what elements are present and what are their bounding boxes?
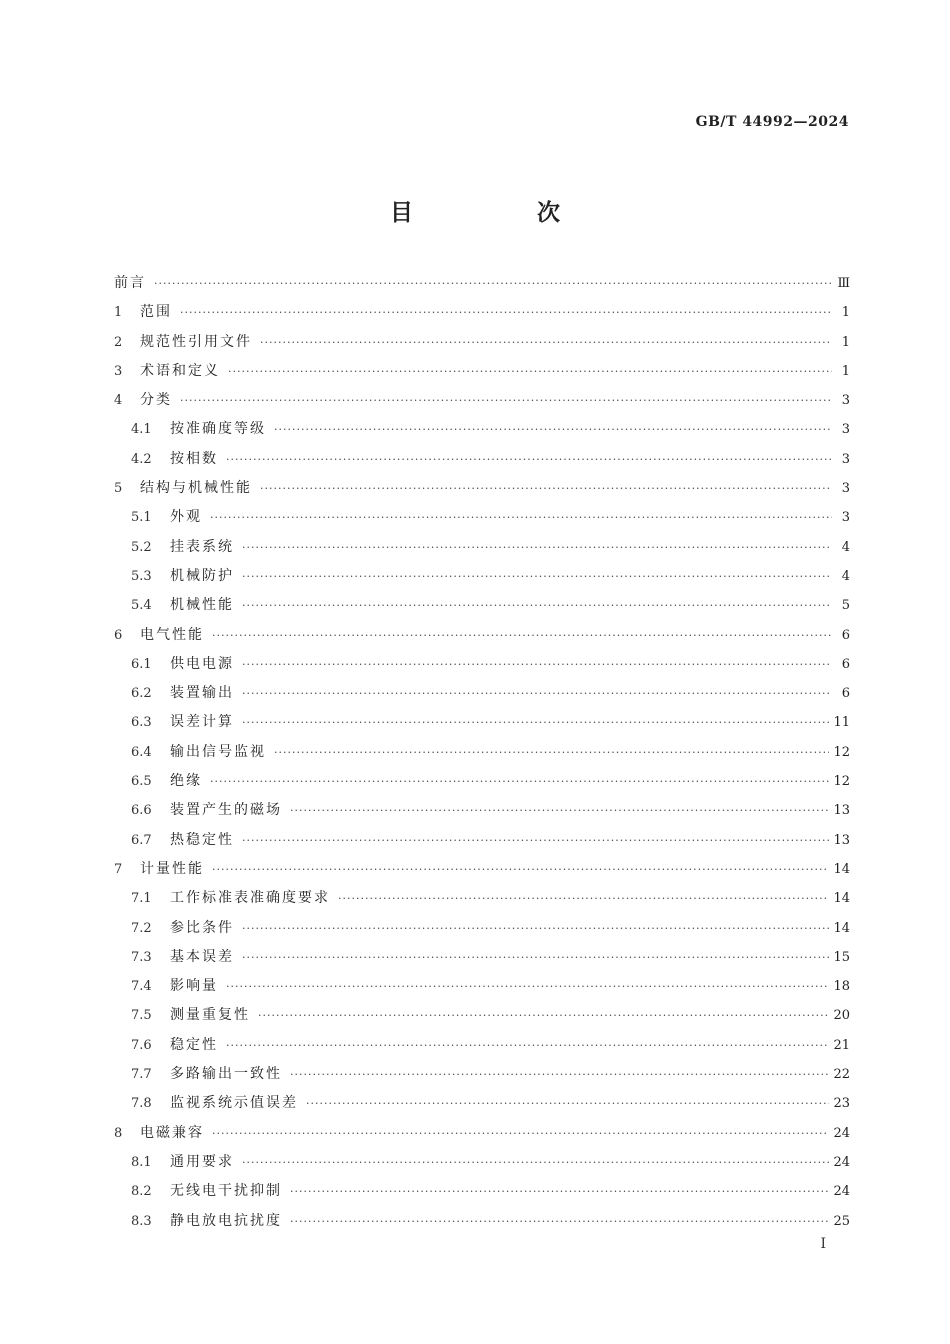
toc-entry-number: 7.7	[131, 1067, 152, 1083]
toc-entry[interactable]	[114, 826, 850, 855]
dot-leader	[260, 474, 832, 503]
toc-entry-page: 24	[833, 1154, 850, 1170]
toc-entry-title: 测量重复性	[170, 1007, 250, 1024]
toc-entry-title: 供电电源	[170, 655, 234, 672]
toc-entry-page: 25	[833, 1213, 850, 1229]
toc-entry-title: 挂表系统	[170, 538, 234, 555]
toc-entry[interactable]	[114, 269, 850, 298]
toc-entry-title: 监视系统示值误差	[170, 1095, 298, 1112]
toc-entry-number: 6.7	[131, 832, 152, 848]
toc-entry[interactable]	[114, 1119, 850, 1148]
toc-entry-title: 影响量	[170, 978, 218, 995]
toc-entry[interactable]	[114, 445, 850, 474]
toc-entry-page: 24	[833, 1184, 850, 1200]
toc-entry-page: 12	[833, 744, 850, 760]
toc-entry-title: 按准确度等级	[170, 421, 266, 438]
toc-entry-page: 3	[841, 393, 850, 409]
toc-entry-page: 12	[833, 774, 850, 790]
dot-leader	[260, 328, 832, 357]
toc-entry[interactable]	[114, 415, 850, 444]
dot-leader	[210, 503, 832, 532]
toc-entry[interactable]	[114, 386, 850, 415]
toc-entry-number: 6	[114, 627, 123, 643]
toc-entry-number: 3	[114, 363, 123, 379]
toc-entry-page: 3	[841, 422, 850, 438]
dot-leader	[226, 972, 829, 1001]
toc-entry-number: 6.6	[131, 803, 152, 819]
toc-entry[interactable]	[114, 298, 850, 327]
footer-page-number: I	[820, 1236, 826, 1252]
toc-entry-number: 8.3	[131, 1213, 152, 1229]
toc-entry-title: 无线电干扰抑制	[170, 1183, 282, 1200]
toc-entry-page: 6	[841, 686, 850, 702]
toc-entry-number: 1	[114, 305, 123, 321]
toc-entry-page: 14	[833, 861, 850, 877]
dot-leader	[242, 708, 829, 737]
toc-entry-number: 5.2	[131, 539, 152, 555]
toc-entry-page: 4	[841, 539, 850, 555]
toc-entry-number: 8	[114, 1125, 123, 1141]
toc-entry-page: 23	[833, 1096, 850, 1112]
toc-entry-number: 7	[114, 861, 123, 877]
toc-entry-number: 6.5	[131, 774, 152, 790]
toc-entry-title: 结构与机械性能	[140, 480, 252, 497]
dot-leader	[180, 386, 832, 415]
toc-entry[interactable]	[114, 650, 850, 679]
toc-entry[interactable]	[114, 533, 850, 562]
toc-entry-page: 11	[833, 715, 850, 731]
page-title: 目 次	[389, 200, 618, 226]
toc-entry[interactable]	[114, 914, 850, 943]
dot-leader	[228, 357, 832, 386]
toc-entry-title: 外观	[170, 509, 202, 526]
toc-entry-title: 计量性能	[140, 860, 204, 877]
toc-entry-number: 4.1	[131, 422, 152, 438]
toc-entry-title: 分类	[140, 392, 172, 409]
toc-entry[interactable]	[114, 708, 850, 737]
dot-leader	[242, 826, 829, 855]
toc-entry-page: 1	[841, 334, 850, 350]
toc-entry-page: 1	[841, 363, 850, 379]
toc-entry[interactable]	[114, 474, 850, 503]
toc-entry-number: 7.4	[131, 979, 152, 995]
toc-entry-page: 14	[833, 920, 850, 936]
toc-entry-number: 6.2	[131, 686, 152, 702]
toc-entry[interactable]	[114, 767, 850, 796]
toc-entry-title: 误差计算	[170, 714, 234, 731]
toc-entry-page: 3	[841, 481, 850, 497]
dot-leader	[290, 1060, 829, 1089]
standard-code: GB/T 44992—2024	[695, 114, 849, 130]
dot-leader	[290, 796, 829, 825]
toc-entry-page: 5	[841, 598, 850, 614]
dot-leader	[212, 621, 832, 650]
toc-entry-page: 13	[833, 832, 850, 848]
toc-entry-title: 通用要求	[170, 1153, 234, 1170]
toc-entry[interactable]	[114, 1207, 850, 1236]
dot-leader	[210, 767, 829, 796]
dot-leader	[242, 650, 832, 679]
toc-entry[interactable]	[114, 855, 850, 884]
toc-entry-page: 13	[833, 803, 850, 819]
toc-entry-page: 3	[841, 451, 850, 467]
toc-entry-number: 4.2	[131, 451, 152, 467]
toc-entry-title: 机械性能	[170, 597, 234, 614]
toc-entry-title: 输出信号监视	[170, 743, 266, 760]
dot-leader	[154, 269, 832, 298]
toc-entry-title: 工作标准表准确度要求	[170, 890, 330, 907]
toc-entry-number: 6.1	[131, 656, 152, 672]
toc-entry-page: 6	[841, 656, 850, 672]
toc-entry-page: 14	[833, 891, 850, 907]
toc-entry-number: 2	[114, 334, 123, 350]
toc-entry-title: 规范性引用文件	[140, 333, 252, 350]
toc-entry-title: 按相数	[170, 450, 218, 467]
toc-entry[interactable]	[114, 328, 850, 357]
toc-entry-title: 装置产生的磁场	[170, 802, 282, 819]
dot-leader	[226, 1031, 829, 1060]
toc-entry-number: 7.8	[131, 1096, 152, 1112]
toc-entry-number: 5.1	[131, 510, 152, 526]
dot-leader	[290, 1177, 829, 1206]
toc-entry-number: 5.4	[131, 598, 152, 614]
toc-entry-number: 5	[114, 481, 123, 497]
toc-entry-title: 电气性能	[140, 626, 204, 643]
toc-entry-number: 7.1	[131, 891, 152, 907]
toc-entry-title: 范围	[140, 304, 172, 321]
toc-entry[interactable]	[114, 591, 850, 620]
table-of-contents	[114, 269, 850, 1236]
toc-entry-title: 机械防护	[170, 567, 234, 584]
toc-entry-title: 基本误差	[170, 948, 234, 965]
toc-entry[interactable]	[114, 1148, 850, 1177]
toc-entry-title: 参比条件	[170, 919, 234, 936]
toc-entry[interactable]	[114, 679, 850, 708]
toc-entry-title: 装置输出	[170, 685, 234, 702]
dot-leader	[242, 943, 829, 972]
toc-entry-page: 6	[841, 627, 850, 643]
toc-entry-page: 24	[833, 1125, 850, 1141]
toc-entry-page: 4	[841, 568, 850, 584]
toc-entry-number: 7.3	[131, 949, 152, 965]
toc-entry-page: 20	[833, 1008, 850, 1024]
toc-entry-title: 热稳定性	[170, 831, 234, 848]
dot-leader	[242, 562, 832, 591]
toc-entry-page: 18	[833, 979, 850, 995]
dot-leader	[242, 1148, 829, 1177]
toc-entry-number: 8.1	[131, 1154, 152, 1170]
toc-entry-title: 前言	[114, 275, 146, 291]
dot-leader	[180, 298, 832, 327]
toc-entry-number: 8.2	[131, 1184, 152, 1200]
toc-entry[interactable]	[114, 1060, 850, 1089]
toc-entry[interactable]	[114, 1177, 850, 1206]
toc-entry-page: 3	[841, 510, 850, 526]
dot-leader	[212, 855, 829, 884]
toc-entry-number: 5.3	[131, 568, 152, 584]
toc-entry[interactable]	[114, 884, 850, 913]
toc-entry-title: 多路输出一致性	[170, 1066, 282, 1083]
toc-entry-number: 7.6	[131, 1037, 152, 1053]
toc-entry-page: 21	[833, 1037, 850, 1053]
toc-entry[interactable]	[114, 562, 850, 591]
toc-entry[interactable]	[114, 738, 850, 767]
dot-leader	[212, 1119, 829, 1148]
dot-leader	[242, 679, 832, 708]
dot-leader	[306, 1089, 829, 1118]
toc-entry[interactable]	[114, 357, 850, 386]
toc-entry-number: 6.4	[131, 744, 152, 760]
toc-entry-title: 静电放电抗扰度	[170, 1212, 282, 1229]
dot-leader	[274, 415, 832, 444]
toc-entry[interactable]	[114, 1089, 850, 1118]
toc-entry-title: 术语和定义	[140, 362, 220, 379]
toc-entry[interactable]	[114, 1001, 850, 1030]
toc-entry-page: Ⅲ	[837, 276, 850, 291]
dot-leader	[274, 738, 829, 767]
toc-entry-title: 稳定性	[170, 1036, 218, 1053]
toc-entry-number: 7.5	[131, 1008, 152, 1024]
toc-entry-number: 7.2	[131, 920, 152, 936]
toc-entry[interactable]	[114, 503, 850, 532]
dot-leader	[290, 1207, 829, 1236]
dot-leader	[242, 914, 829, 943]
toc-entry-page: 15	[833, 949, 850, 965]
toc-entry[interactable]	[114, 796, 850, 825]
dot-leader	[338, 884, 829, 913]
dot-leader	[226, 445, 832, 474]
dot-leader	[242, 591, 832, 620]
toc-entry-number: 6.3	[131, 715, 152, 731]
toc-entry[interactable]	[114, 1031, 850, 1060]
toc-entry[interactable]	[114, 621, 850, 650]
toc-entry-page: 1	[841, 305, 850, 321]
dot-leader	[258, 1001, 829, 1030]
toc-entry[interactable]	[114, 972, 850, 1001]
toc-entry-page: 22	[833, 1067, 850, 1083]
dot-leader	[242, 533, 832, 562]
toc-entry-title: 绝缘	[170, 773, 202, 790]
toc-entry[interactable]	[114, 943, 850, 972]
toc-entry-number: 4	[114, 393, 123, 409]
toc-entry-title: 电磁兼容	[140, 1124, 204, 1141]
